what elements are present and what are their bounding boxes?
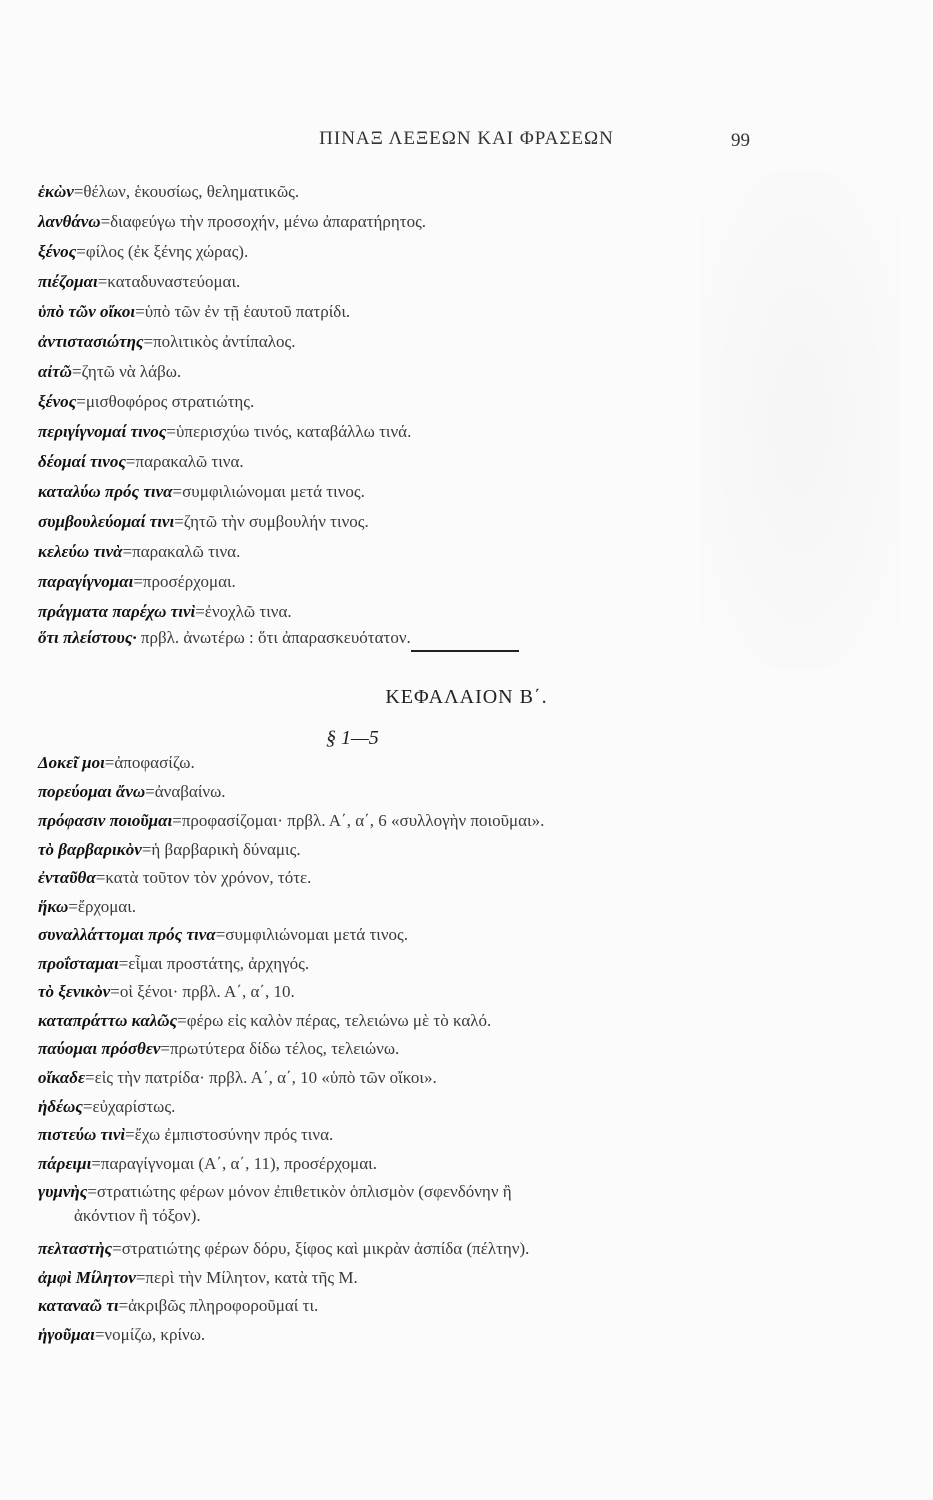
entry-term: ξένος bbox=[38, 392, 77, 411]
entry-definition: =νομίζω, κρίνω. bbox=[94, 1325, 206, 1344]
glossary-entry bbox=[38, 895, 798, 919]
entry-definition: =πρωτύτερα δίδω τέλος, τελειώνω. bbox=[160, 1039, 400, 1058]
entry-term: οἴκαδε bbox=[38, 1068, 85, 1087]
entry-term: συναλλάττομαι πρός τινα bbox=[38, 925, 216, 944]
entry-definition: =ἀποφασίζω. bbox=[104, 753, 195, 772]
entry-term: αἰτῶ bbox=[38, 362, 72, 381]
entry-term: καταναῶ τι bbox=[38, 1296, 119, 1315]
glossary-entry bbox=[38, 1066, 798, 1090]
glossary-entry bbox=[38, 1180, 768, 1228]
glossary-entry bbox=[38, 838, 798, 862]
entry-term: Δοκεῖ μοι bbox=[38, 753, 105, 772]
running-head: ΠΙΝΑΞ ΛΕΞΕΩΝ ΚΑΙ ΦΡΑΣΕΩΝ bbox=[319, 128, 614, 149]
entry-definition: =καταδυναστεύομαι. bbox=[97, 272, 241, 291]
section-range: § 1—5 bbox=[326, 727, 379, 749]
entry-definition: =παρακαλῶ τινα. bbox=[125, 452, 244, 471]
entry-term: ἡδέως bbox=[38, 1097, 83, 1116]
entry-definition: =ἀκριβῶς πληροφοροῦμαί τι. bbox=[118, 1296, 319, 1315]
entry-term: πιέζομαι bbox=[38, 272, 98, 291]
glossary-entry bbox=[38, 626, 798, 650]
glossary-entry bbox=[38, 510, 798, 534]
entry-definition: =παραγίγνομαι (Α΄, α΄, 11), προσέρχομαι. bbox=[91, 1154, 377, 1173]
entry-definition: =περὶ τὴν Μίλητον, κατὰ τῆς Μ. bbox=[135, 1268, 358, 1287]
entry-term: ἐνταῦθα bbox=[38, 868, 96, 887]
glossary-entry bbox=[38, 540, 798, 564]
entry-term: ἑκὼν bbox=[38, 182, 74, 201]
glossary-entry bbox=[38, 1323, 798, 1347]
glossary-entry bbox=[38, 240, 798, 264]
glossary-entry bbox=[38, 809, 798, 833]
entry-definition: =ζητῶ νὰ λάβω. bbox=[71, 362, 182, 381]
entry-term: γυμνὴς bbox=[38, 1182, 88, 1201]
entry-definition: =προσέρχομαι. bbox=[133, 572, 236, 591]
glossary-entry bbox=[38, 1037, 798, 1061]
entry-definition: =εἶμαι προστάτης, ἀρχηγός. bbox=[118, 954, 310, 973]
entry-term: τὸ ξενικὸν bbox=[38, 982, 111, 1001]
entry-definition: =στρατιώτης φέρων μόνον ἐπιθετικὸν ὁπλισμὸν (σφενδόνην ἢ bbox=[87, 1182, 512, 1201]
entry-term: πράγματα παρέχω τινὶ bbox=[38, 602, 196, 621]
glossary-entry bbox=[38, 751, 798, 775]
entry-definition: =οἱ ξένοι· πρβλ. Α΄, α΄, 10. bbox=[110, 982, 295, 1001]
entry-term: πάρειμι bbox=[38, 1154, 92, 1173]
entry-definition: =στρατιώτης φέρων δόρυ, ξίφος καὶ μικρὰν ἀσπίδα (πέλτην). bbox=[112, 1239, 530, 1258]
entry-term: κελεύω τινὰ bbox=[38, 542, 123, 561]
entry-term: καταλύω πρός τινα bbox=[38, 482, 173, 501]
entry-definition: =εἰς τὴν πατρίδα· πρβλ. Α΄, α΄, 10 «ὑπὸ τῶν οἴκοι». bbox=[85, 1068, 437, 1087]
glossary-entry bbox=[38, 480, 798, 504]
entry-definition: =ζητῶ τὴν συμβουλήν τινος. bbox=[174, 512, 369, 531]
entry-term: καταπράττω καλῶς bbox=[38, 1011, 178, 1030]
glossary-entry bbox=[38, 390, 798, 414]
glossary-entry bbox=[38, 600, 798, 624]
entry-term: παραγίγνομαι bbox=[38, 572, 134, 591]
entry-definition: =ἀναβαίνω. bbox=[145, 782, 226, 801]
entry-term: ἀμφὶ Μίλητον bbox=[38, 1268, 136, 1287]
glossary-entry bbox=[38, 210, 798, 234]
entry-term: ἀντιστασιώτης bbox=[38, 332, 144, 351]
entry-definition: =ὑπὸ τῶν ἐν τῇ ἑαυτοῦ πατρίδι. bbox=[135, 302, 351, 321]
entry-term: ἡγοῦμαι bbox=[38, 1325, 95, 1344]
entry-term: ὅτι πλείστους· bbox=[38, 628, 137, 647]
section-divider bbox=[411, 650, 519, 652]
entry-definition: =ὑπερισχύω τινός, καταβάλλω τινά. bbox=[166, 422, 412, 441]
page-number: 99 bbox=[731, 130, 750, 151]
glossary-entry bbox=[38, 1237, 798, 1261]
glossary-entry bbox=[38, 1009, 798, 1033]
entry-definition: =ἔρχομαι. bbox=[68, 897, 137, 916]
entry-term: πιστεύω τινὶ bbox=[38, 1125, 126, 1144]
chapter-title: ΚΕΦΑΛΑΙΟΝ Β΄. bbox=[385, 686, 548, 708]
entry-term: δέομαί τινος bbox=[38, 452, 126, 471]
glossary-entry bbox=[38, 180, 798, 204]
glossary-entry bbox=[38, 270, 798, 294]
entry-continuation: ἀκόντιον ἢ τόξον). bbox=[74, 1206, 201, 1225]
entry-definition: =διαφεύγω τὴν προσοχήν, μένω ἀπαρατήρητος. bbox=[100, 212, 427, 231]
entry-definition: =ἔχω ἐμπιστοσύνην πρός τινα. bbox=[125, 1125, 334, 1144]
glossary-entry bbox=[38, 570, 798, 594]
glossary-entry bbox=[38, 780, 798, 804]
entry-term: προΐσταμαι bbox=[38, 954, 119, 973]
glossary-entry bbox=[38, 923, 798, 947]
entry-definition: =συμφιλιώνομαι μετά τινος. bbox=[215, 925, 409, 944]
glossary-entry bbox=[38, 360, 798, 384]
entry-definition: =πολιτικὸς ἀντίπαλος. bbox=[143, 332, 296, 351]
entry-definition: =παρακαλῶ τινα. bbox=[122, 542, 241, 561]
entry-term: λανθάνω bbox=[38, 212, 101, 231]
glossary-entry bbox=[38, 450, 798, 474]
glossary-entry bbox=[38, 980, 798, 1004]
glossary-entry bbox=[38, 1266, 798, 1290]
entry-definition: =ἐνοχλῶ τινα. bbox=[195, 602, 292, 621]
entry-term: ἥκω bbox=[38, 897, 69, 916]
entry-definition: =ἡ βαρβαρικὴ δύναμις. bbox=[141, 840, 301, 859]
entry-term: τὸ βαρβαρικὸν bbox=[38, 840, 142, 859]
entry-term: πορεύομαι ἄνω bbox=[38, 782, 146, 801]
glossary-entry bbox=[38, 300, 798, 324]
glossary-entry bbox=[38, 420, 798, 444]
glossary-entry bbox=[38, 330, 798, 354]
glossary-entry bbox=[38, 1123, 798, 1147]
entry-definition: =φίλος (ἐκ ξένης χώρας). bbox=[76, 242, 249, 261]
entry-definition: =συμφιλιώνομαι μετά τινος. bbox=[172, 482, 365, 501]
glossary-entry bbox=[38, 1294, 798, 1318]
entry-definition: =κατὰ τοῦτον τὸν χρόνον, τότε. bbox=[95, 868, 312, 887]
entry-definition: =μισθοφόρος στρατιώτης. bbox=[76, 392, 255, 411]
entry-term: συμβουλεύομαί τινι bbox=[38, 512, 175, 531]
entry-term: περιγίγνομαί τινος bbox=[38, 422, 167, 441]
entry-definition: =εὐχαρίστως. bbox=[82, 1097, 176, 1116]
entry-definition: πρβλ. ἀνωτέρω : ὅτι ἀπαρασκευότατον. bbox=[136, 628, 411, 647]
glossary-entry bbox=[38, 952, 798, 976]
entry-term: πελταστὴς bbox=[38, 1239, 113, 1258]
entry-term: πρόφασιν ποιοῦμαι bbox=[38, 811, 173, 830]
glossary-entry bbox=[38, 866, 798, 890]
glossary-entry bbox=[38, 1152, 798, 1176]
entry-definition: =προφασίζομαι· πρβλ. Α΄, α΄, 6 «συλλογὴν ποιοῦμαι». bbox=[172, 811, 545, 830]
entry-term: ξένος bbox=[38, 242, 77, 261]
entry-definition: =θέλων, ἑκουσίως, θεληματικῶς. bbox=[73, 182, 300, 201]
glossary-entry bbox=[38, 1095, 798, 1119]
entry-term: ὑπὸ τῶν οἴκοι bbox=[38, 302, 136, 321]
entry-term: παύομαι πρόσθεν bbox=[38, 1039, 161, 1058]
entry-definition: =φέρω εἰς καλὸν πέρας, τελειώνω μὲ τὸ καλό. bbox=[177, 1011, 492, 1030]
